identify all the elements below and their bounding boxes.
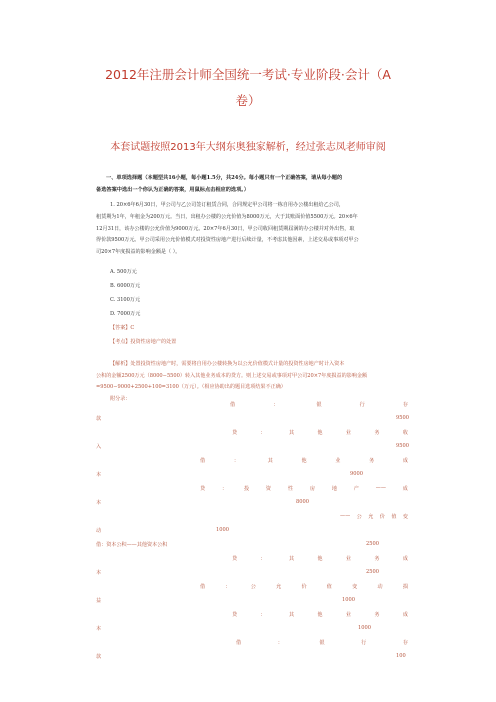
journal-line: [96, 471, 101, 478]
journal-text: 本: [96, 626, 102, 632]
journal-char: 成: [402, 612, 408, 618]
explanation: [96, 359, 408, 405]
journal-amount: 2500: [366, 541, 379, 547]
journal-char: 其: [267, 458, 273, 464]
section-heading-line-1: 一、单项选择题（本题型共16小题，每小题1.5分，共24分。每小题只有一个正确答案，请从每小题的: [106, 175, 343, 181]
journal-char: 允: [368, 514, 374, 520]
journal-char: 收: [402, 430, 408, 436]
journal-char: 务: [374, 612, 380, 618]
explanation-line-4: 附分录：: [110, 395, 131, 402]
journal-text: 本: [96, 472, 102, 478]
section-heading: [96, 172, 408, 196]
journal-char: 业: [345, 612, 351, 618]
title-line-1: 2012年注册会计师全国统一考试·专业阶段·会计（A: [105, 67, 391, 82]
journal-text: 款: [96, 654, 102, 660]
answer-label: 【答案】C: [110, 325, 135, 331]
journal-line: [96, 415, 101, 422]
journal-char: 公: [250, 584, 256, 590]
journal-text: 动: [96, 528, 102, 534]
journal-char: 借: [200, 458, 206, 464]
journal-char: 其: [288, 430, 295, 436]
journal-char: 成: [402, 486, 408, 492]
question-line-4: 得价款9500万元。甲公司采用公允价值模式对投资性房地产进行后续计量，不考虑其他因素，上述交易或事项对甲公: [96, 237, 359, 244]
journal-line: [232, 611, 408, 618]
journal-char: 行: [361, 640, 367, 646]
journal-char: 其: [288, 556, 295, 562]
journal-char: 业: [335, 458, 341, 464]
question-stem: [96, 200, 408, 259]
journal-char: 银: [319, 640, 325, 646]
journal-line: [232, 555, 408, 562]
journal-line: [232, 429, 408, 436]
journal-char: 存: [402, 640, 408, 646]
journal-line: [96, 443, 101, 450]
journal-char: 务: [374, 430, 380, 436]
question-line-3: 12月31日，该办公楼的公允价值为9000万元。20×7年6月30日，甲公司收回租赁期届满的办公楼并对外出售，取: [96, 225, 355, 232]
journal-line: [236, 639, 408, 646]
journal-char: ：: [260, 556, 266, 562]
journal-amount: 2500: [366, 569, 379, 575]
journal-char: 其: [288, 612, 295, 618]
topic-label: 【考点】投资性房地产的处置: [110, 339, 177, 345]
journal-char: 务: [374, 556, 380, 562]
journal-char: 成: [402, 556, 408, 562]
journal-line: [340, 513, 408, 520]
question-line-2: 租赁期为1年，年租金为200万元。当日，出租办公楼的公允价值为8000万元，大于其账面价值5500万元。20×6年: [96, 213, 358, 220]
journal-line: [200, 583, 408, 590]
journal-char: 业: [345, 430, 351, 436]
journal-char: ：: [233, 458, 239, 464]
journal-char: 贷: [232, 612, 238, 618]
journal-char: 成: [402, 458, 408, 464]
journal-text: 益: [96, 598, 102, 604]
journal-line: [96, 527, 101, 534]
journal-text: 入: [96, 444, 102, 450]
journal-char: ：: [260, 430, 266, 436]
journal-char: 允: [276, 584, 282, 590]
journal-char: 动: [377, 584, 383, 590]
journal-char: 变: [352, 584, 358, 590]
journal-amount: 9500: [396, 443, 409, 449]
question-line-5: 司20×7年度损益的影响金额是（ ）。: [96, 249, 181, 256]
journal-char: 贷: [232, 430, 238, 436]
document-subtitle: 本套试题按照2013年大纲东奥独家解析，经过张志凤老师审阅: [110, 142, 386, 153]
journal-char: 务: [369, 458, 375, 464]
option-b[interactable]: B. 6000万元: [110, 283, 141, 289]
journal-char: 性: [287, 486, 293, 492]
journal-char: 借: [236, 640, 242, 646]
journal-amount: 100: [396, 653, 406, 659]
journal-char: ——: [340, 513, 351, 519]
journal-char: 地: [331, 486, 337, 492]
journal-char: 价: [379, 514, 385, 520]
journal-char: ——: [375, 485, 386, 491]
journal-char: 他: [317, 612, 323, 618]
journal-amount: 1000: [358, 625, 371, 631]
journal-line: [200, 457, 408, 464]
journal-char: 银: [316, 402, 322, 408]
explanation-line-3: =9500−9000+2500+100=3100（万元）。（相应协助出的题目选项结果不正确）: [96, 384, 286, 390]
title-line-2: 卷）: [235, 93, 261, 108]
journal-amount: 8000: [296, 499, 309, 505]
journal-char: 公: [356, 514, 362, 520]
journal-char: 借: [200, 584, 206, 590]
journal-char: 变: [402, 514, 408, 520]
journal-amount: 9000: [350, 471, 363, 477]
journal-char: ：: [225, 584, 231, 590]
journal-char: ：: [277, 640, 283, 646]
journal-line: [96, 653, 101, 660]
explanation-line-2: 公积的金额2500万元（8000−5500）转入其他业务成本的贷方。则上述交易或事项对甲公司20×7年度损益的影响金额: [96, 372, 368, 379]
journal-amount: 9500: [396, 415, 409, 421]
journal-text: 本: [96, 570, 102, 576]
journal-char: 资: [265, 486, 272, 492]
journal-char: 房: [309, 486, 315, 492]
journal-char: 他: [301, 458, 307, 464]
option-a[interactable]: A. 500万元: [110, 269, 137, 275]
journal-char: 他: [317, 430, 323, 436]
journal-text: 本: [96, 500, 102, 506]
journal-char: 存: [402, 402, 408, 408]
journal-line: [230, 401, 408, 408]
question-line-1: 1. 20×6年6月30日，甲公司与乙公司签订租赁合同，合同规定甲公司将一栋自用办公楼出租给乙公司，: [110, 202, 344, 208]
journal-char: 业: [345, 556, 351, 562]
journal-amount: 1000: [342, 597, 355, 603]
journal-line: [200, 485, 408, 492]
journal-char: 损: [402, 584, 408, 590]
journal-line: [96, 569, 101, 576]
journal-char: 产: [353, 486, 359, 492]
journal-char: ：: [260, 612, 266, 618]
journal-char: 贷: [200, 486, 206, 492]
journal-text: 借：资本公积——其他资本公积: [96, 542, 168, 548]
journal-char: ：: [273, 402, 279, 408]
journal-char: 行: [359, 402, 365, 408]
journal-amount: 1000: [216, 527, 229, 533]
journal-char: 他: [317, 556, 323, 562]
journal-line: [96, 597, 101, 604]
journal-char: ：: [221, 486, 228, 492]
journal-line: [96, 541, 167, 548]
journal-char: 价: [301, 584, 307, 590]
option-d[interactable]: D. 7000万元: [110, 311, 141, 317]
journal-char: 值: [326, 584, 332, 590]
journal-line: [96, 625, 101, 632]
journal-line: [96, 499, 101, 506]
option-c[interactable]: C. 3100万元: [110, 297, 141, 303]
document-title: [40, 62, 456, 114]
journal-char: 投: [243, 486, 250, 492]
journal-char: 贷: [232, 556, 238, 562]
journal-text: 款: [96, 416, 102, 422]
journal-char: 值: [391, 514, 397, 520]
explanation-line-1: 【解析】处置投资性房地产时，需要将自用办公楼转换为以公允价值模式计量的投资性房地产时计入资本: [110, 361, 345, 367]
journal-char: 借: [230, 402, 236, 408]
section-heading-line-2: 备选答案中选出一个你认为正确的答案，用鼠标点击相应的选项。）: [96, 187, 250, 193]
